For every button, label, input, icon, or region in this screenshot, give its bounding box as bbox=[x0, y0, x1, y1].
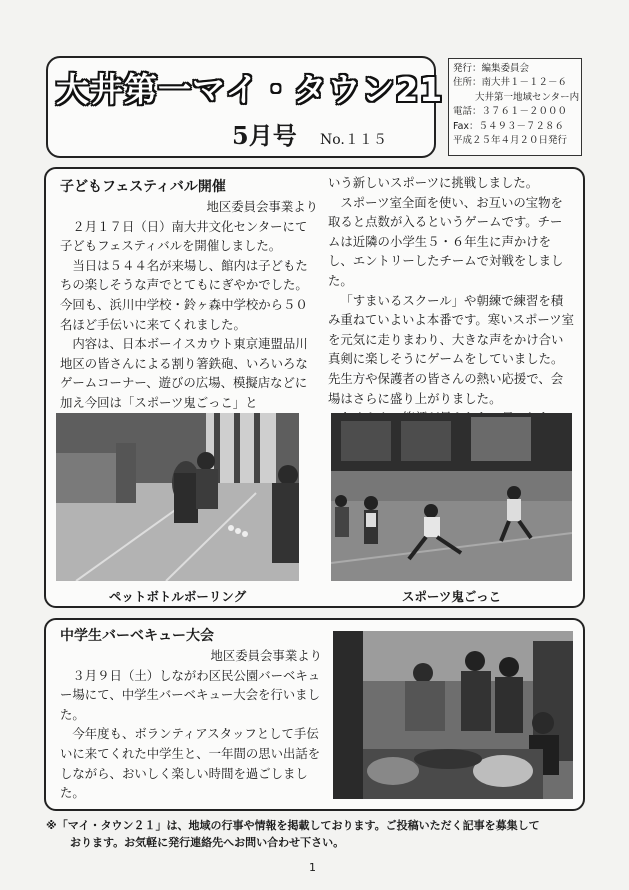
publisher-fax: Fax：５４９３－７２８６ bbox=[453, 120, 565, 132]
article2-headline: 中学生バーベキュー大会 bbox=[60, 628, 214, 644]
article1-paragraph: いう新しいスポーツに挑戦しました。 bbox=[328, 175, 539, 190]
issue-number: No.１１５ bbox=[320, 132, 387, 148]
article2-byline: 地区委員会事業より bbox=[210, 648, 322, 663]
article1-paragraph: 当日は５４４名が来場し、館内は子どもたちの楽しそうな声でとてもにぎやかでした。今回も、浜川中学校・鈴ヶ森中学校から５０名ほど手伝いに来てくれました。 bbox=[60, 257, 308, 332]
article-bbq bbox=[44, 618, 585, 811]
issue-month: 5月号 bbox=[232, 121, 297, 150]
publisher-address2: 大井第一地域センター内 bbox=[475, 91, 580, 103]
photo-sports-tag bbox=[331, 413, 572, 581]
article1-paragraph: 「すまいるスクール」や朝練で練習を積み重ねていよいよ本番です。寒いスポーツ室を元気に走りまわり、大きな声をかけ合い真剣に楽しそうにゲームをしていました。先生方や保護者の皆さんの熱い応援で、会場はさらに盛り上がりました。 bbox=[328, 292, 575, 406]
photo-bbq bbox=[333, 631, 573, 799]
article2-text-column bbox=[60, 626, 322, 803]
newsletter-title: 大井第一マイ・タウン21 bbox=[56, 70, 444, 109]
footnote-line2: おります。お気軽に発行連絡先へお問い合わせ下さい。 bbox=[70, 836, 345, 849]
article-children-festival bbox=[44, 167, 585, 608]
photo-bottle-bowling bbox=[56, 413, 299, 581]
publisher-info bbox=[448, 58, 582, 156]
bowling-photo-image bbox=[56, 413, 299, 581]
photo1-caption: ペットボトルボーリング bbox=[108, 589, 247, 604]
article1-byline: 地区委員会事業より bbox=[206, 199, 318, 214]
page-number: 1 bbox=[309, 861, 316, 874]
article2-paragraph: ３月９日（土）しながわ区民公園バーベキュー場にて、中学生バーベキュー大会を行いました。 bbox=[60, 667, 321, 722]
article1-paragraph: 内容は、日本ボーイスカウト東京連盟品川地区の皆さんによる割り箸鉄砲、いろいろなゲームコーナー、遊びの広場、模擬店などに加え今回は「スポーツ鬼ごっこ」と bbox=[60, 336, 308, 410]
footnote-line1: ※「マイ・タウン２１」は、地域の行事や情報を掲載しております。ご投稿いただく記事を募集して bbox=[46, 819, 540, 832]
publisher-issuer: 発行：編集委員会 bbox=[453, 63, 530, 74]
photo2-caption: スポーツ鬼ごっこ bbox=[401, 589, 502, 604]
bbq-photo-image bbox=[333, 631, 573, 799]
publisher-address: 住所：南大井１－１２－６ bbox=[453, 77, 568, 89]
footnote bbox=[46, 817, 591, 851]
sports-tag-photo-image bbox=[331, 413, 572, 581]
article2-paragraph: 今年度も、ボランティアスタッフとして手伝いに来てくれた中学生と、一年間の思い出話をしながら、おいしく楽しい時間を過ごしました。 bbox=[60, 726, 321, 801]
article1-left-column bbox=[60, 177, 318, 413]
article1-right-column bbox=[328, 173, 574, 428]
publisher-date: 平成２５年４月２０日発行 bbox=[453, 135, 568, 147]
article1-headline: 子どもフェスティバル開催 bbox=[60, 179, 226, 195]
publisher-tel: 電話：３７６１－２０００ bbox=[453, 106, 568, 118]
article1-paragraph: ２月１７日（日）南大井文化センターにて子どもフェスティバルを開催しました。 bbox=[60, 218, 308, 254]
article1-paragraph: スポーツ室全面を使い、お互いの宝物を取ると点数が入るというゲームです。チームは近隣の小学生５・６年生に声かけをし、エントリーしたチームで対戦をしました。 bbox=[328, 194, 564, 288]
masthead bbox=[46, 56, 444, 158]
